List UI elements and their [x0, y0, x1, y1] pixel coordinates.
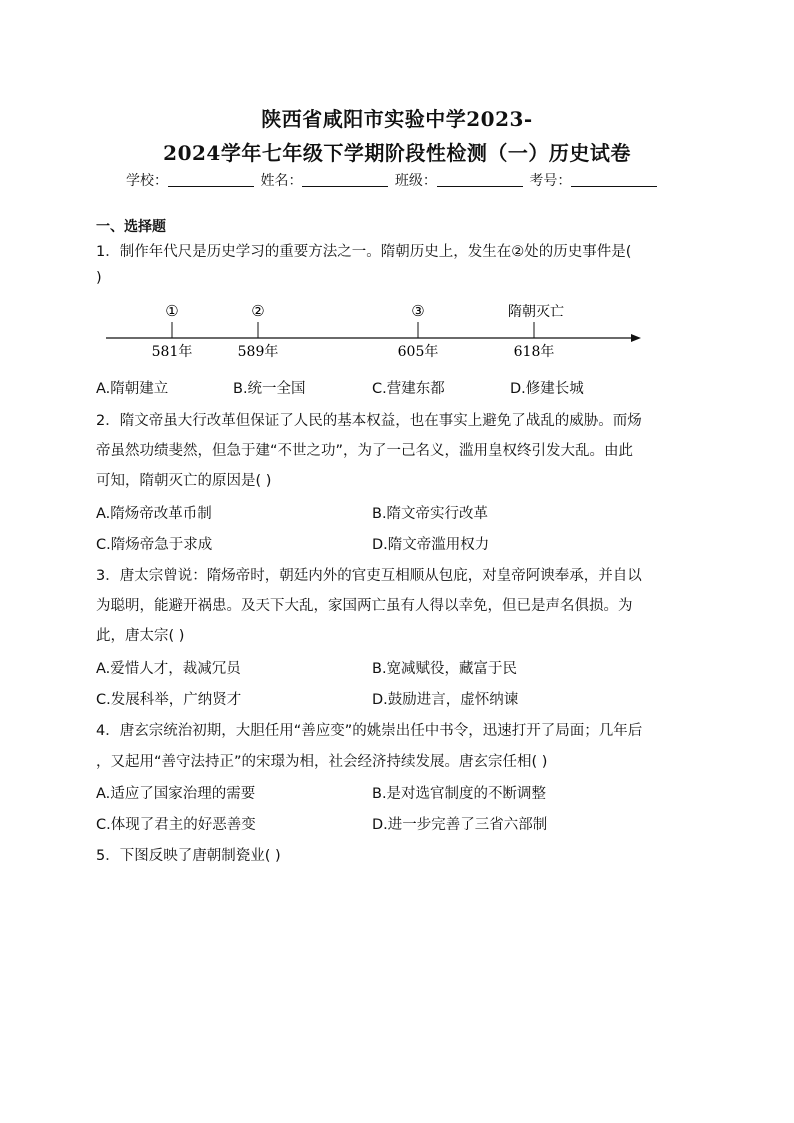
- q2-line-3: 可知，隋朝灭亡的原因是( ): [96, 473, 272, 489]
- student-info-row: [126, 170, 659, 190]
- q4-option-b[interactable]: B.是对选官制度的不断调整: [372, 786, 547, 802]
- q2-line-1: 2．隋文帝虽大行改革但保证了人民的基本权益，也在事实上避免了战乱的威胁。而炀: [96, 413, 642, 429]
- q1-line-1: 1．制作年代尺是历史学习的重要方法之一。隋朝历史上，发生在②处的历史事件是(: [96, 244, 632, 260]
- exam-number-blank[interactable]: [571, 172, 657, 187]
- q3-line-2: 为聪明，能避开祸患。及天下大乱，家国两亡虽有人得以幸免，但已是声名俱损。为: [96, 598, 633, 614]
- q2-line-2: 帝虽然功绩斐然，但急于建“不世之功”，为了一己名义，滥用皇权终引发大乱。由此: [96, 443, 634, 459]
- q2-option-c[interactable]: C.隋炀帝急于求成: [96, 537, 213, 553]
- class-blank[interactable]: [437, 172, 523, 187]
- q3-option-a[interactable]: A.爱惜人才，裁减冗员: [96, 661, 241, 677]
- q3-line-3: 此，唐太宗( ): [96, 628, 185, 644]
- timeline-mark-1: ①: [165, 302, 179, 320]
- q3-option-b[interactable]: B.宽减赋役，藏富于民: [372, 661, 518, 677]
- q2-option-a[interactable]: A.隋炀帝改革币制: [96, 506, 212, 522]
- q1-option-b[interactable]: B.统一全国: [233, 381, 306, 397]
- q1-option-d[interactable]: D.修建长城: [510, 381, 584, 397]
- school-blank[interactable]: [168, 172, 254, 187]
- timeline-year-3: 605年: [397, 344, 439, 360]
- q4-line-2: ，又起用“善守法持正”的宋璟为相，社会经济持续发展。唐玄宗任相( ): [96, 754, 548, 770]
- timeline-year-1: 581年: [151, 344, 193, 360]
- q2-option-b[interactable]: B.隋文帝实行改革: [372, 506, 489, 522]
- section-title: 一、选择题: [96, 219, 166, 235]
- timeline-mark-4: 隋朝灭亡: [508, 304, 564, 320]
- name-blank[interactable]: [302, 172, 388, 187]
- q4-option-c[interactable]: C.体现了君主的好恶善变: [96, 817, 256, 833]
- timeline-mark-3: ③: [411, 302, 425, 320]
- q3-option-d[interactable]: D.鼓励进言，虚怀纳谏: [372, 692, 519, 708]
- name-label: 姓名：: [260, 173, 303, 189]
- exam-number-label: 考号：: [529, 173, 572, 189]
- q4-option-a[interactable]: A.适应了国家治理的需要: [96, 786, 256, 802]
- q2-option-d[interactable]: D.隋文帝滥用权力: [372, 537, 490, 553]
- q3-line-1: 3．唐太宗曾说：隋炀帝时，朝廷内外的官吏互相顺从包庇，对皇帝阿谀奉承，并自以: [96, 568, 642, 584]
- exam-title-line1: 陕西省咸阳市实验中学2023-: [261, 107, 533, 131]
- school-label: 学校：: [126, 173, 168, 189]
- exam-title-line2: 2024学年七年级下学期阶段性检测（一）历史试卷: [163, 141, 631, 165]
- q5-line-1: 5．下图反映了唐朝制瓷业( ): [96, 848, 281, 864]
- timeline-arrow: [631, 334, 641, 342]
- q4-option-d[interactable]: D.进一步完善了三省六部制: [372, 817, 548, 833]
- q3-option-c[interactable]: C.发展科举，广纳贤才: [96, 692, 242, 708]
- q1-option-c[interactable]: C.营建东都: [372, 381, 445, 397]
- q1-option-a[interactable]: A.隋朝建立: [96, 381, 169, 397]
- timeline-figure: [96, 296, 656, 366]
- q1-line-2: ): [96, 270, 102, 286]
- timeline-year-4: 618年: [513, 344, 555, 360]
- timeline-year-2: 589年: [237, 344, 279, 360]
- q4-line-1: 4．唐玄宗统治初期，大胆任用“善应变”的姚崇出任中书令，迅速打开了局面；几年后: [96, 723, 643, 739]
- timeline-mark-2: ②: [251, 302, 265, 320]
- class-label: 班级：: [394, 173, 437, 189]
